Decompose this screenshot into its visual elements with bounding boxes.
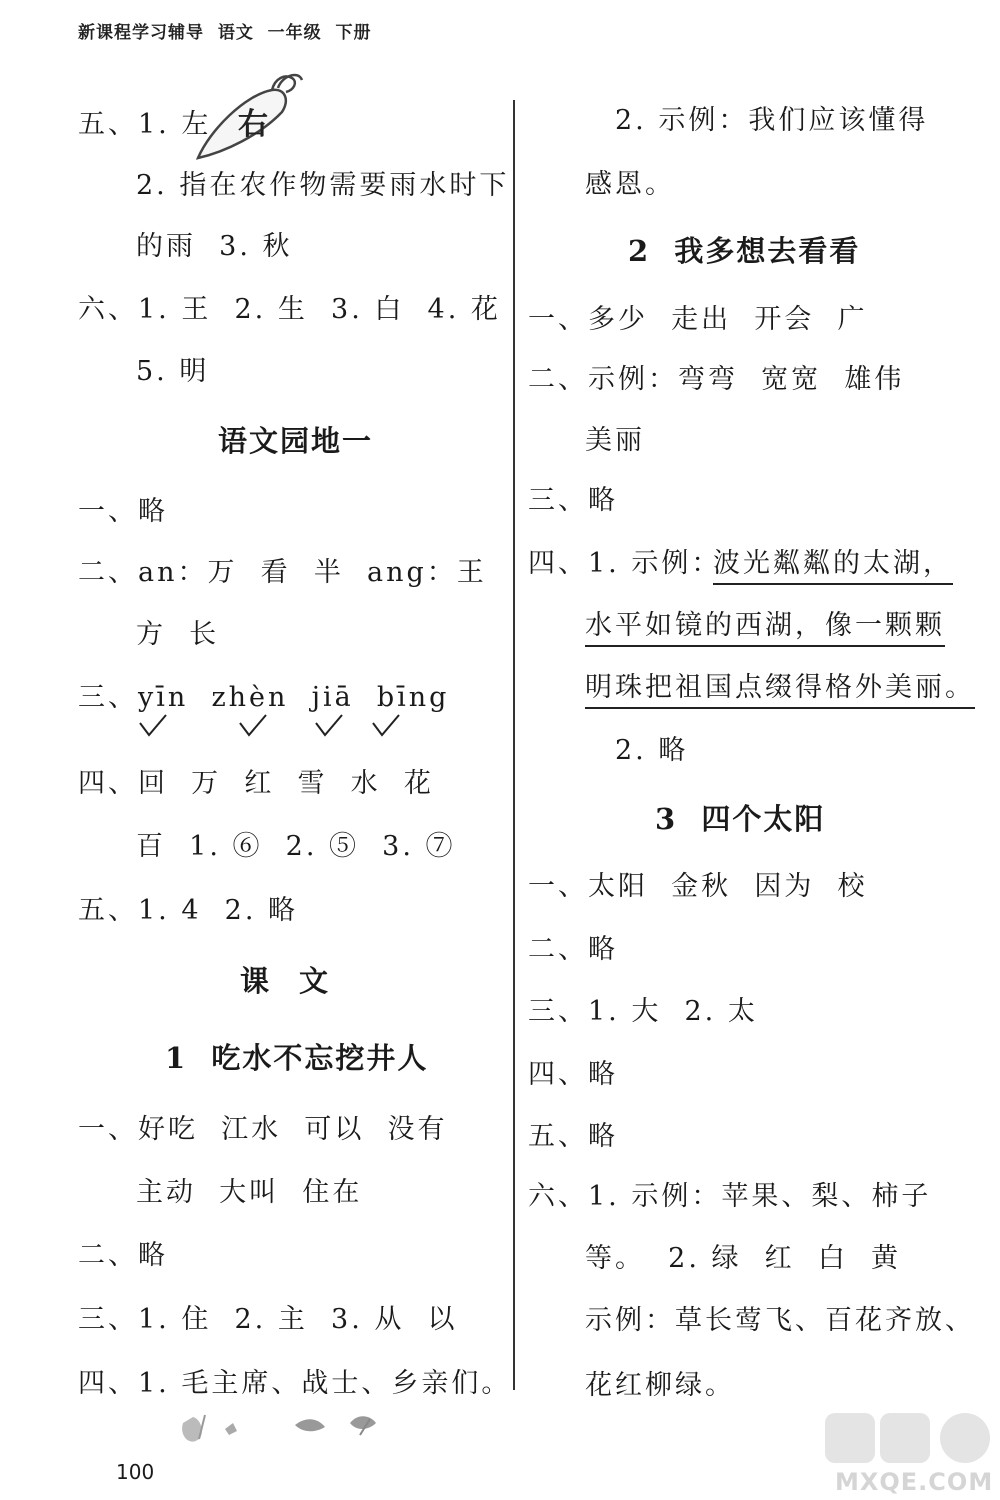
- check-icon: [238, 713, 268, 739]
- answer-line: 一、好吃 江水 可以 没有: [78, 1114, 448, 1145]
- answer-line: [528, 302, 868, 338]
- answer-line: 2. 指在农作物需要雨水时下: [136, 170, 510, 201]
- answer-line: 5. 明: [136, 356, 210, 387]
- answer-text: 示例：草长莺飞、百花齐放、: [585, 1305, 975, 1336]
- answer-line: [585, 608, 945, 644]
- answer-line: [528, 994, 758, 1030]
- answer-line: [585, 670, 975, 706]
- answer-line: [585, 1368, 735, 1404]
- lesson-heading: 2 我多想去看看: [628, 234, 861, 268]
- answer-text: 等。 2. 绿 红 白 黄: [585, 1243, 902, 1274]
- answer-text: 一、多少 走出 开会 广: [528, 304, 868, 335]
- page-header: 新课程学习辅导 语文 一年级 下册: [78, 23, 372, 43]
- check-icon: [138, 713, 168, 739]
- answer-text: 三、1. 大 2. 太: [528, 996, 758, 1027]
- lesson-heading: 3 四个太阳: [655, 802, 826, 836]
- answer-line: [528, 1057, 618, 1093]
- page-number: 100: [116, 1460, 155, 1484]
- answer-line: [585, 1303, 975, 1339]
- answer-text: 2. 示例：我们应该懂得: [615, 105, 929, 136]
- answer-text: 感恩。: [585, 169, 675, 200]
- answer-line: 主动 大叫 住在: [136, 1177, 363, 1208]
- answer-line: 四、回 万 红 雪 水 花: [78, 768, 434, 799]
- answer-line: [528, 483, 618, 519]
- answer-line: [528, 932, 618, 968]
- sticker-label: 右: [238, 107, 268, 142]
- answer-text: 2. 略: [615, 735, 689, 766]
- right-column: [520, 0, 1000, 1500]
- answer-text: 四、略: [528, 1059, 618, 1090]
- answer-line: 四、1. 毛主席、战士、乡亲们。: [78, 1368, 512, 1399]
- underlined-answer: 波光粼粼的太湖，: [713, 548, 953, 585]
- answer-line: [585, 167, 675, 203]
- answer-text: 四、1. 示例：: [528, 548, 722, 579]
- answer-line: 方 长: [136, 619, 220, 650]
- answer-line: 五、1. 左: [78, 109, 212, 140]
- column-divider: [513, 100, 515, 1390]
- answer-text: 花红柳绿。: [585, 1370, 735, 1401]
- section-heading: 语文园地一: [218, 424, 374, 458]
- answer-line: [528, 1119, 618, 1155]
- watermark-text: MXQE.COM: [835, 1468, 994, 1496]
- underlined-answer: 水平如镜的西湖，像一颗颗: [585, 610, 945, 647]
- check-icon: [371, 713, 401, 739]
- section-heading: 1 吃水不忘挖井人: [165, 1041, 429, 1075]
- answer-text: 一、太阳 金秋 因为 校: [528, 871, 868, 902]
- answer-text: 二、略: [528, 934, 618, 965]
- answer-line: [713, 546, 953, 582]
- answer-line: [528, 1179, 931, 1215]
- answer-text: 三、略: [528, 485, 618, 516]
- answer-line: [528, 546, 721, 582]
- answer-line: 五、1. 4 2. 略: [78, 895, 299, 926]
- answer-line: [528, 869, 868, 905]
- answer-line: 三、1. 住 2. 主 3. 从 以: [78, 1304, 458, 1335]
- answer-text: 五、略: [528, 1121, 618, 1152]
- answer-line: 二、an：万 看 半 ang：王: [78, 557, 487, 588]
- answer-text: 六、1. 示例：苹果、梨、柿子: [528, 1181, 932, 1212]
- section-heading: 课文: [240, 964, 359, 998]
- answer-line: [615, 103, 928, 139]
- answer-line: 三、yīn zhèn jiā bīng: [78, 682, 450, 713]
- answer-line: [585, 1241, 901, 1277]
- check-marks: [136, 713, 436, 743]
- answer-line: [585, 423, 645, 459]
- answer-text: 美丽: [585, 425, 645, 456]
- answer-line: 六、1. 王 2. 生 3. 白 4. 花: [78, 294, 501, 325]
- answer-line: 二、略: [78, 1240, 168, 1271]
- answer-line: [615, 733, 688, 769]
- answer-line: 的雨 3. 秋: [136, 231, 293, 262]
- answer-text: 二、示例：弯弯 宽宽 雄伟: [528, 364, 905, 395]
- leaf-decoration-icon: [175, 1405, 405, 1455]
- carrot-sticker-icon: [190, 70, 305, 165]
- check-icon: [314, 713, 344, 739]
- answer-line: 百 1. ⑥ 2. ⑤ 3. ⑦: [136, 831, 456, 862]
- underlined-answer: 明珠把祖国点缀得格外美丽。: [585, 672, 975, 709]
- answer-line: [528, 362, 904, 398]
- answer-line: 一、略: [78, 496, 168, 527]
